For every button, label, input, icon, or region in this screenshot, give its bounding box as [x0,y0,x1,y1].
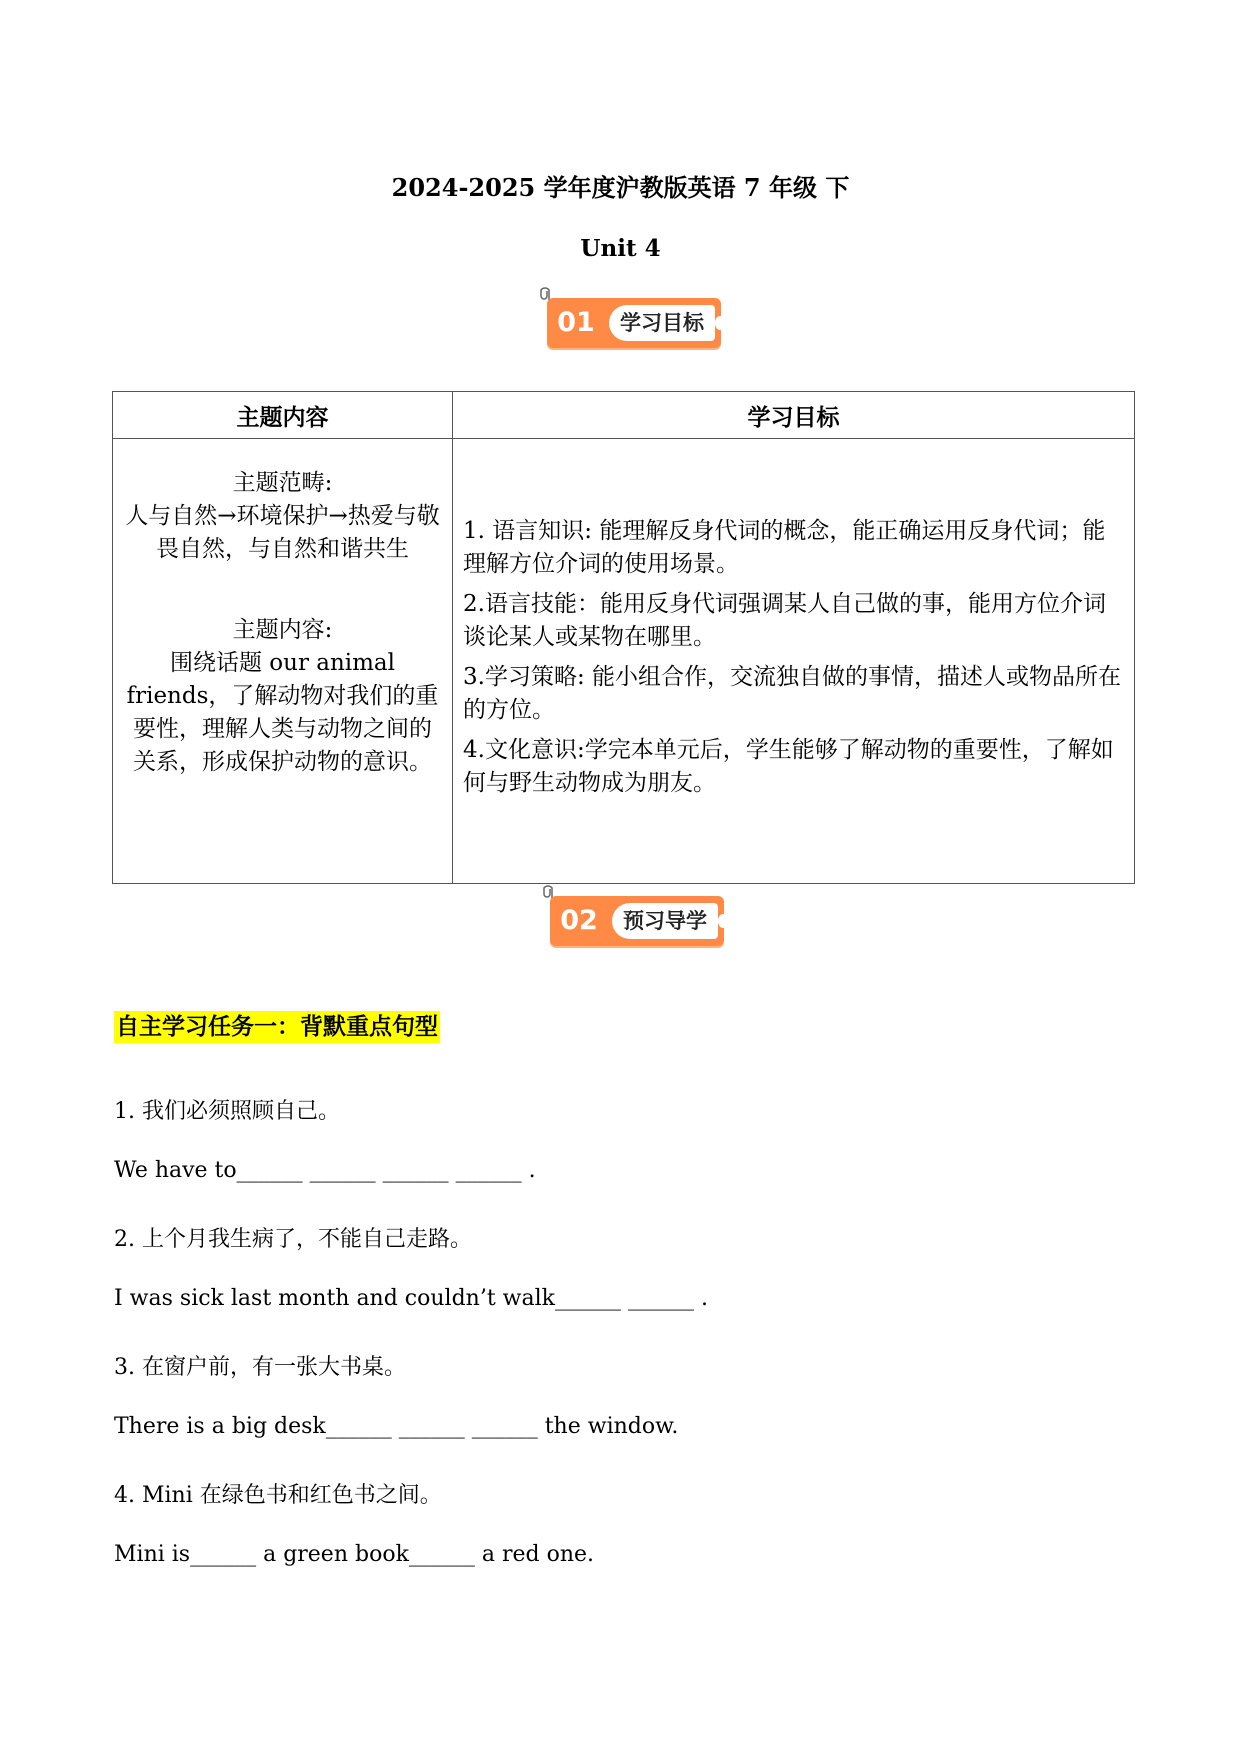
theme-cell [113,439,453,884]
table-header-row [113,392,1135,439]
goals-table [112,391,1135,884]
theme-content-title: 主题内容: [232,617,333,643]
section-badge-preview [542,880,727,950]
task-heading: 自主学习任务一：背默重点句型 [114,1011,440,1043]
goal-cultural-awareness: 4.文化意识:学完本单元后，学生能够了解动物的重要性，了解如何与野生动物成为朋友。 [463,737,1114,796]
document-title: 2024-2025 学年度沪教版英语 7 年级 下 [391,173,850,202]
badge-number: 02 [560,905,598,936]
unit-title: Unit 4 [580,235,661,262]
header-theme-content: 主题内容 [113,392,453,439]
exercise-2-english: I was sick last month and couldn’t walk______ ______ . [114,1286,708,1311]
goal-language-skills: 2.语言技能：能用反身代词强调某人自己做的事，能用方位介词谈论某人或某物在哪里。 [463,591,1106,650]
theme-category-title: 主题范畴: [232,470,333,496]
exercise-3-chinese: 3. 在窗户前，有一张大书桌。 [114,1355,406,1380]
goal-language-knowledge: 1. 语言知识: 能理解反身代词的概念，能正确运用反身代词；能理解方位介词的使用场景。 [463,518,1106,577]
badge-notch [718,914,728,928]
exercise-3-english: There is a big desk______ ______ ______ the window. [114,1414,679,1439]
table-row [113,439,1135,884]
badge-notch [715,316,725,330]
exercise-1-english: We have to______ ______ ______ ______ . [114,1158,536,1183]
exercise-4-chinese: 4. Mini 在绿色书和红色书之间。 [114,1483,442,1508]
theme-content-text: 围绕话题 our animal friends，了解动物对我们的重要性，理解人类与动物之间的关系，形成保护动物的意识。 [126,650,439,775]
goals-cell [453,439,1135,884]
header-learning-goals: 学习目标 [453,392,1135,439]
badge-label: 预习导学 [612,903,718,939]
theme-category-text: 人与自然→环境保护→热爱与敬畏自然，与自然和谐共生 [125,503,440,562]
badge-label: 学习目标 [609,305,715,341]
section-badge-goals [539,282,724,352]
badge-number: 01 [557,307,595,338]
exercise-4-english: Mini is______ a green book______ a red one. [114,1542,595,1567]
exercise-2-chinese: 2. 上个月我生病了，不能自己走路。 [114,1227,472,1252]
exercise-1-chinese: 1. 我们必须照顾自己。 [114,1099,340,1124]
goal-learning-strategy: 3.学习策略: 能小组合作，交流独自做的事情，描述人或物品所在的方位。 [463,664,1122,723]
